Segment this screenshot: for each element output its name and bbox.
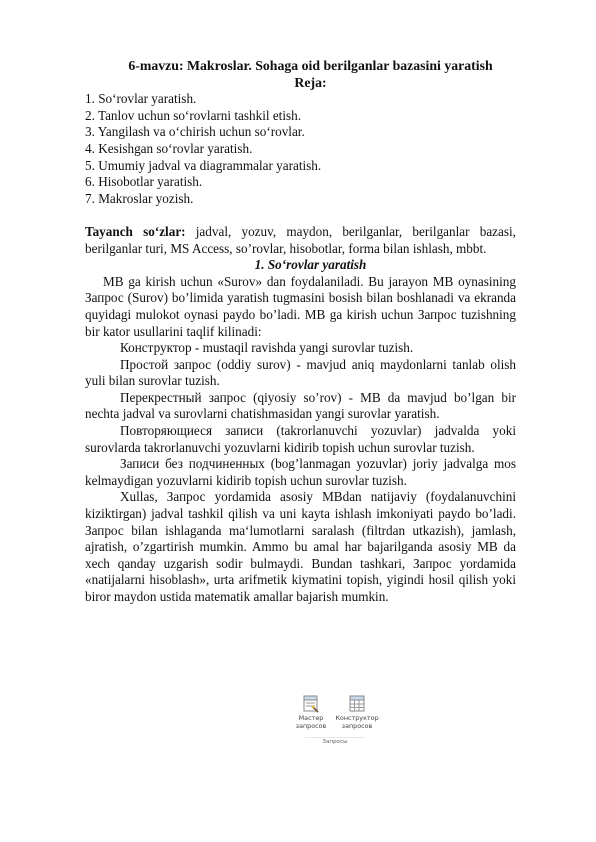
intro-paragraph: MB ga kirish uchun «Surov» dan foydalaniladi. Bu jarayon MB oynasining Запрос (Surov) bo’limida yaratish tugmasini bosish bilan boshlanadi va ekranda quyidagi mulokot oynasi paydo bo’ladi. MB ga kirish uchun Запрос tuzishning bir kator usullarini taqlif kilinadi: <box>85 273 516 339</box>
method-paragraph: Конструктор - mustaqil ravishda yangi surovlar tuzish. <box>120 340 414 356</box>
query-design-label-line2: запросов <box>341 722 373 731</box>
plan-item: 4. Kesishgan so‘rovlar yaratish. <box>85 140 253 156</box>
method-paragraph: Повторяющиеся записи (takrorlanuvchi yozuvlar) jadvalda yoki surovlarda takrorlanuvchi yozuvlarni kidirib topish uchun surovlar tuzish. <box>85 423 516 455</box>
keywords-paragraph <box>85 224 516 257</box>
method-paragraph: Простой запрос (oddiy surov) - mavjud aniq maydonlarni tanlab olish yuli bilan surovlar tuzish. <box>85 356 516 389</box>
queries-ribbon-snippet <box>285 694 385 744</box>
query-wizard-label-line1: Мастер <box>298 714 324 722</box>
summary-paragraph: Xullas, Запрос yordamida asosiy MBdan natijaviy (foydalanuvchini kiziktirgan) jadval tashkil qilish va uni kayta ishlash imkoniyati paydo bo’ladi. Запрос bilan ishlaganda ma‘lumotlarni saralash (filtrdan utkazish), jamlash, ajratish, o’zgartirish mumkin. Ammo bu amal har bajarilganda asosiy MB da xech qanday uzgarish sodir bulmaydi. Bundan tashkari, Запрос yordamida «natijalarni hisoblash», urta arifmetik kiymatini topish, yigindi hosil qilish yoki biror maydon ustida matematik amallar bajarish mumkin. <box>85 489 516 604</box>
plan-item: 6. Hisobotlar yaratish. <box>85 174 203 190</box>
query-wizard-label-line2: запросов <box>295 722 327 731</box>
method-paragraph: Перекрестный запрос (qiyosiy so’rov) - MB da mavjud bo’lgan bir nechta jadval va surovlarni chatishmasidan yangi surovlar yaratish. <box>85 389 516 422</box>
section-heading: 1. So‘rovlar yaratish <box>254 257 367 273</box>
query-design-label-line1: Конструктор <box>335 714 379 722</box>
plan-item: 3. Yangilash va o‘chirish uchun so‘rovlar. <box>85 124 305 140</box>
plan-list <box>85 91 516 207</box>
document-title: 6-mavzu: Makroslar. Sohaga oid berilganlar bazasini yaratish <box>128 58 493 73</box>
document-page <box>85 58 516 606</box>
method-paragraph: Записи без подчиненных (bog’lanmagan yozuvlar) joriy jadvalga mos kelmaydigan yozuvlarni kidirib topish uchun surovlar tuzish. <box>85 456 516 488</box>
plan-heading: Reja: <box>294 74 327 90</box>
queries-group-label: Запросы <box>305 737 365 745</box>
query-design-button[interactable] <box>335 694 379 731</box>
query-wizard-button[interactable] <box>289 694 333 731</box>
blank-line <box>85 207 516 224</box>
plan-item: 5. Umumiy jadval va diagrammalar yaratish. <box>85 157 322 173</box>
query-design-icon <box>348 694 366 714</box>
keywords-label: Tayanch so‘zlar: <box>85 223 186 239</box>
plan-item: 1. So‘rovlar yaratish. <box>85 91 197 107</box>
plan-item: 2. Tanlov uchun so‘rovlarni tashkil etish. <box>85 107 302 123</box>
keywords-text: jadval, yozuv, maydon, berilganlar, berilganlar bazasi, berilganlar turi, MS Access, so’rovlar, hisobotlar, forma bilan ishlash, mbbt. <box>85 223 516 256</box>
query-wizard-icon <box>302 694 320 714</box>
plan-item: 7. Makroslar yozish. <box>85 190 194 206</box>
